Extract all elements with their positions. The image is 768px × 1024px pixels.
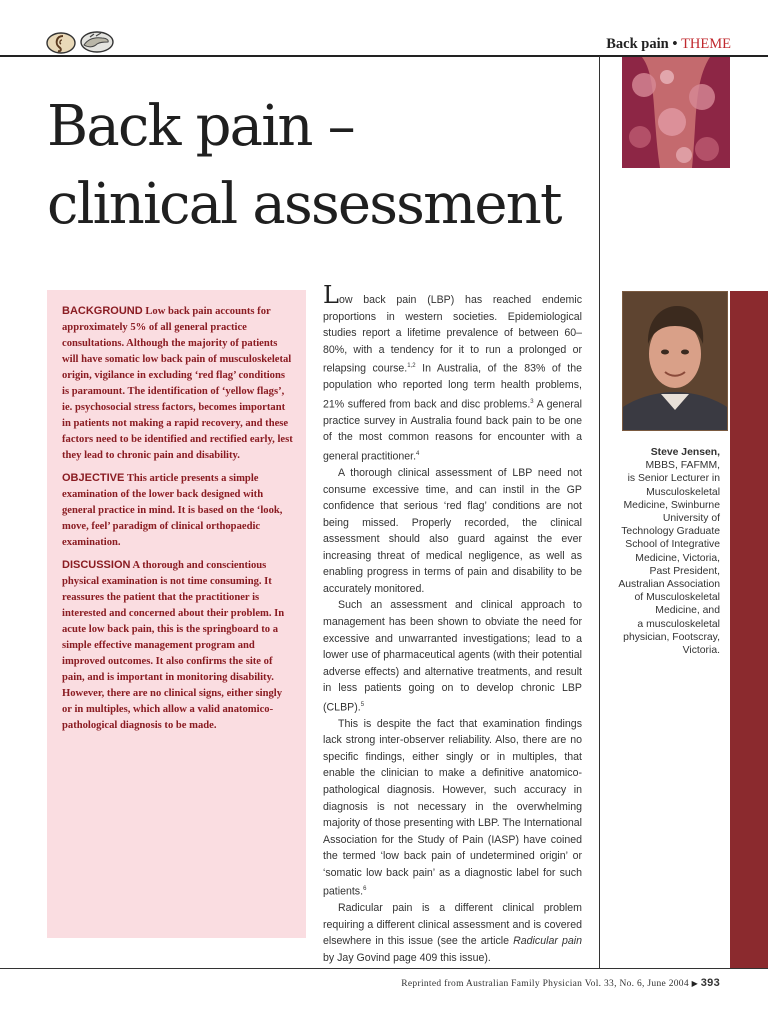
abstract-objective-heading: OBJECTIVE <box>62 472 125 484</box>
abstract-background <box>62 303 294 464</box>
article-title-line2: clinical assessment <box>47 172 561 237</box>
citation-ref: 6 <box>363 886 367 893</box>
author-bio-line: physician, Footscray, <box>623 631 720 643</box>
author-bio-line: University of <box>662 513 720 525</box>
author-bio-line: School of Integrative <box>625 539 720 551</box>
page-number: 393 <box>700 977 720 989</box>
body-paragraph-2: A thorough clinical assessment of LBP need not consume excessive time, and can instil in the GP confidence that serious ‘red flag’ conditions are not being missed. Properly recorded, the clinical assessment should also guard against the ever increasing threat of medical negligence, as well as enabling progress in terms of pain and disability to be accurately monitored. <box>323 467 582 595</box>
article-title <box>47 88 607 244</box>
body-p4-text: This is despite the fact that examination findings lack strong inter-observer reliability. Also, there are no specific findings, either singly or in multiples, that enable the clinician to make a definitive anatomico-pathological diagnosis. However, such accuracy in diagnosis is not necessary in the overwhelming majority of those presenting with LBP. The International Association for the Study of Pain (IASP) have coined the termed ‘low back pain of undetermined origin’ or ‘somatic low back pain’ as a diagnostic label for such patients. <box>323 717 582 898</box>
running-head <box>606 36 731 53</box>
author-bio-line: Medicine, and <box>655 605 720 617</box>
author-bio-line: Technology Graduate <box>621 526 720 538</box>
author-bio-line: a musculoskeletal <box>637 618 720 630</box>
arrow-right-icon: ▶ <box>691 979 699 988</box>
author-bio-line: Medicine, Swinburne <box>623 499 720 511</box>
hand-icon <box>81 32 113 52</box>
abstract-box <box>47 290 306 938</box>
abstract-discussion-heading: DISCUSSION <box>62 559 131 571</box>
abstract-background-text: Low back pain accounts for approximately 5% of all general practice consultations. Although the majority of patients will have somatic low back pain of musculoskeletal origin, vigilance in excluding ‘red flag’ conditions is paramount. The identification of ‘yellow flags’, ie. psychosocial stress factors, becomes important in patients not making a rapid recovery, and these factors need to be identified and rectified early, lest they lead to chronic pain and disability. <box>62 306 293 461</box>
article-crossref: Radicular pain <box>513 935 582 948</box>
citation-ref: 1,2 <box>407 363 416 370</box>
abstract-objective <box>62 470 294 551</box>
article-body <box>323 281 582 967</box>
body-paragraph-3 <box>323 597 582 715</box>
ear-icon <box>47 33 75 53</box>
author-bio-line: Musculoskeletal <box>646 486 720 498</box>
running-head-theme: THEME <box>681 36 731 52</box>
author-name: Steve Jensen, <box>650 447 720 458</box>
article-title-line1: Back pain – <box>47 94 354 159</box>
author-bio <box>570 446 720 657</box>
author-bio-line: Medicine, Victoria, <box>635 552 720 564</box>
body-p5-part-a: Radicular pain is a different clinical problem requiring a different clinical assessment and is covered elsewhere in this issue (see the article <box>323 902 582 948</box>
header-icons <box>46 31 116 55</box>
back-pain-illustration <box>622 57 730 168</box>
body-paragraph-1 <box>323 281 582 465</box>
running-head-title: Back pain <box>606 36 669 52</box>
body-p1-part-b: In Australia, of the 83% of the population who reported long term health problems, 21% suffered from back and disc problems. <box>323 362 582 411</box>
drop-cap: L <box>323 281 339 309</box>
author-photo <box>622 291 728 431</box>
citation-ref: 5 <box>360 701 365 708</box>
author-bio-line: Victoria. <box>682 645 720 657</box>
body-p5-part-b: by Jay Govind page 409 this issue). <box>323 951 491 964</box>
citation-ref: 4 <box>416 450 420 457</box>
author-bio-line: is Senior Lecturer in <box>627 473 720 485</box>
body-p3-text: Such an assessment and clinical approach to management has been shown to obviate the need for excessive and unwarranted investigations; lead to a lower use of pharmaceutical agents (with their potential adverse effects) and alternative treatments, and result in less patients going on to develop chronic LBP (CLBP). <box>323 599 582 714</box>
abstract-objective-text: This article presents a simple examination of the lower back designed with general practice in mind. It is based on the ‘look, move, feel’ paradigm of clinical orthopaedic examination. <box>62 473 283 548</box>
author-credentials: MBBS, FAFMM, <box>645 460 720 472</box>
decorative-strip <box>730 291 768 969</box>
author-bio-line: of Musculoskeletal <box>634 592 720 604</box>
footer-rule <box>0 968 768 969</box>
footer-citation: Reprinted from Australian Family Physician Vol. 33, No. 6, June 2004 <box>401 979 689 989</box>
body-paragraph-5 <box>323 900 582 966</box>
body-p1-part-a: ow back pain (LBP) has reached endemic proportions in western societies. Epidemiological studies report a lifetime prevalence of between 60–80%, with a tendency for it to run a prolonged or relapsing course. <box>323 294 582 375</box>
footer <box>401 977 720 989</box>
author-bio-line: Past President, <box>649 565 720 577</box>
body-p1-part-c: A general practice survey in Australia found back pain to be one of the most common reasons for encounter with a general practitioner. <box>323 398 582 463</box>
body-paragraph-4 <box>323 716 582 901</box>
running-head-separator: • <box>668 36 682 52</box>
abstract-background-heading: BACKGROUND <box>62 305 143 317</box>
abstract-discussion <box>62 557 294 734</box>
abstract-discussion-text: A thorough and conscientious physical examination is not time consuming. It reassures the patient that the practitioner is interested and concerned about their problem. In acute low back pain, this is the springboard to a simple effective management program and improved outcomes. It also confirms the site of pain, and is important in monitoring disability. However, there are no clinical signs, either singly or in multiples, which allow a valid anatomico-pathological diagnosis to be made. <box>62 560 285 731</box>
author-bio-line: Australian Association <box>618 579 720 591</box>
citation-ref: 3 <box>530 398 534 405</box>
